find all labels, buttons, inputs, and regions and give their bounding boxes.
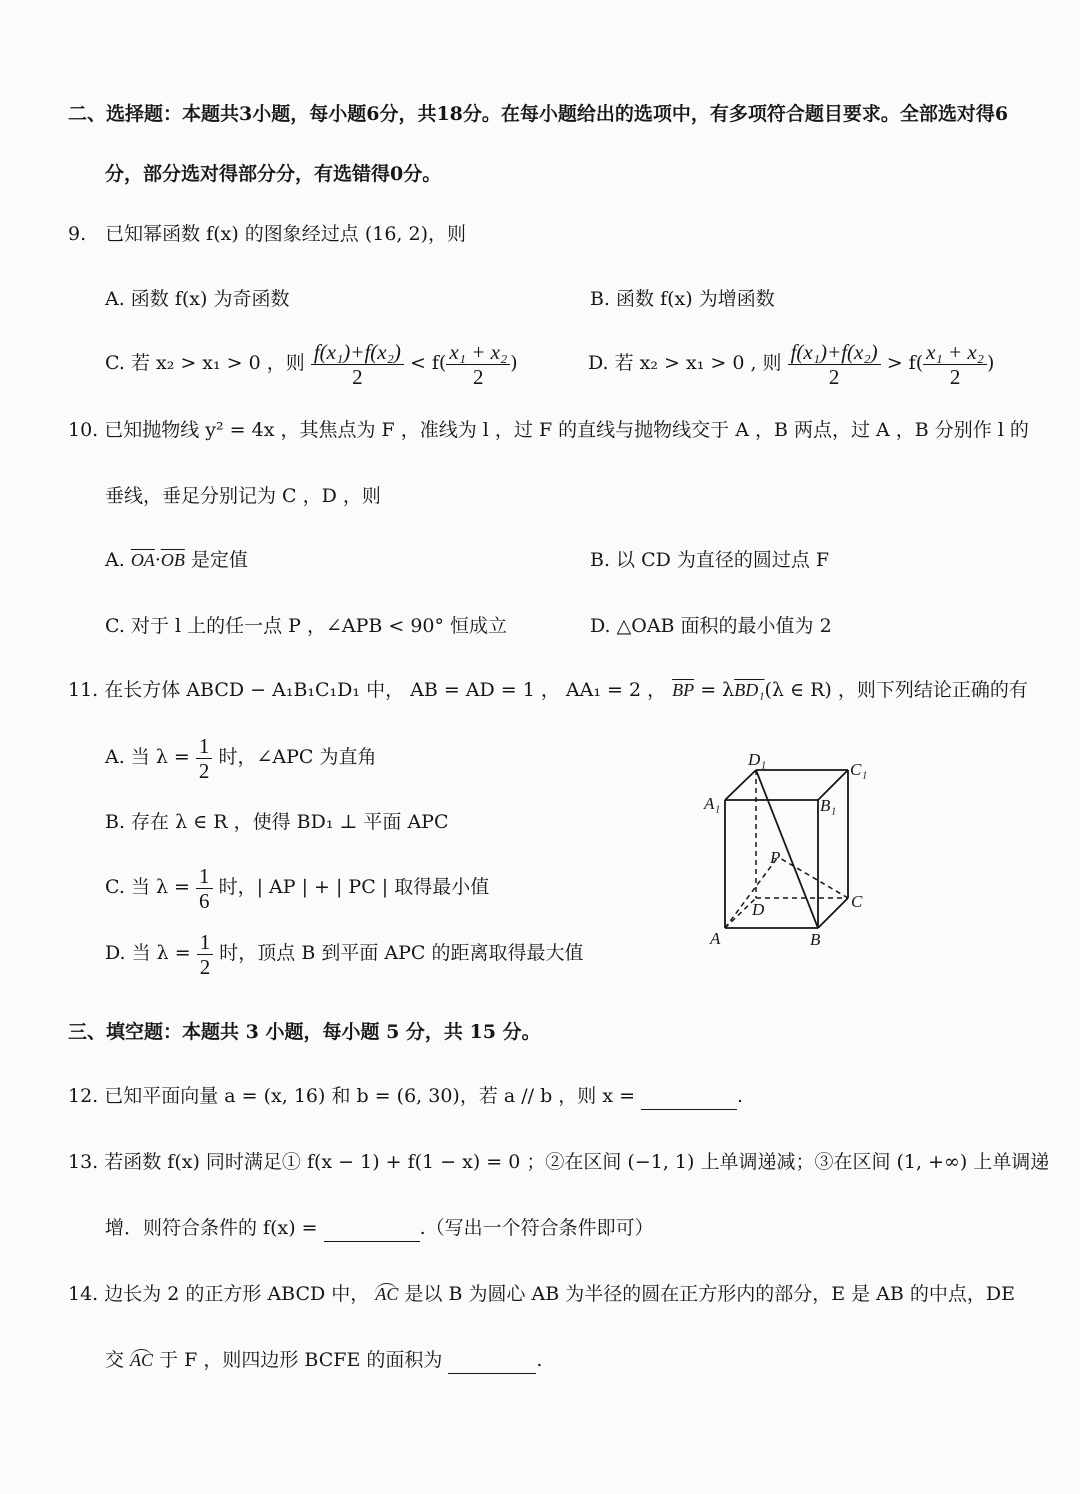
q12-pre: 12. 已知平面向量 a = (x, 16) 和 b = (6, 30)，若 a // b ，则 x = [68,1085,635,1107]
question-11-option-d [105,928,583,979]
q12-answer-blank[interactable] [641,1089,737,1110]
q11c-num: 1 [196,864,213,889]
question-14-line-2 [105,1346,542,1374]
label-c: C [851,892,863,911]
vector-ob: $\overline{OB}$ [160,550,185,570]
label-b: B [810,930,821,949]
q9c-fraction-1 [311,340,404,389]
q9d-end: ) [987,352,995,374]
label-b1: B₁ [820,796,837,815]
label-p: P [770,848,781,867]
q11d-num: 1 [197,930,214,955]
question-14-line-1 [68,1280,1015,1308]
q11-stem-eq: = λ [700,679,735,701]
section-2-title-cont: 分，部分选对得部分分，有选错得0分。 [105,163,442,185]
q9c-num-2: x₁ + x₂ [446,340,510,365]
q9d-num-1: f(x₁)+f(x₂) [788,340,881,365]
q11d-den: 2 [199,954,211,979]
section-3-title: 三、填空题：本题共 3 小题，每小题 5 分，共 15 分。 [68,1021,541,1043]
q14-answer-blank[interactable] [448,1353,536,1374]
question-11-option-a [105,732,376,783]
arc-ac-2: AC [130,1350,154,1370]
q9d-den-1: 2 [828,364,840,389]
q11c-fraction [196,864,213,913]
q11a-post: 时，∠APC 为直角 [218,746,377,768]
question-10-stem-cont: 垂线，垂足分别记为 C ，D ，则 [105,485,381,507]
q11d-pre: D. 当 λ = [105,942,191,964]
question-9-option-b: B. 函数 f(x) 为增函数 [590,288,775,310]
q13-pre: 增．则符合条件的 f(x) = [105,1217,318,1239]
q11a-den: 2 [198,758,210,783]
vector-bd1: BD₁ [734,680,765,700]
q10a-text: 是定值 [190,549,248,571]
q9d-mid: > f( [886,352,924,374]
question-11-option-b: B. 存在 λ ∈ R ，使得 BD₁ ⊥ 平面 APC [105,811,449,833]
q10a-label: A. [105,549,125,571]
q14-l2-post: . [536,1349,543,1371]
question-9-stem: 9. 已知幂函数 f(x) 的图象经过点 (16, 2)，则 [68,223,466,245]
question-13-line-2 [105,1214,654,1242]
q9c-prefix: C. 若 x₂ > x₁ > 0 ，则 [105,352,305,374]
label-a1: A₁ [704,794,721,813]
label-a: A [710,929,721,948]
label-c1: C₁ [850,760,868,779]
question-10-stem: 10. 已知抛物线 y² = 4x ，其焦点为 F ，准线为 l ，过 F 的直线与抛物线交于 A ，B 两点，过 A ，B 分别作 l 的 [68,419,1029,441]
q11c-pre: C. 当 λ = [105,876,190,898]
q14-pre: 14. 边长为 2 的正方形 ABCD 中， [68,1283,370,1305]
q11-stem-post: (λ ∈ R) ，则下列结论正确的有 [764,679,1028,701]
q11d-fraction [197,930,214,979]
q14-post: 是以 B 为圆心 AB 为半径的圆在正方形内的部分，E 是 AB 的中点，DE [404,1283,1016,1305]
arc-ac: AC [375,1284,399,1304]
q9c-den-1: 2 [352,364,363,389]
question-9-option-a: A. 函数 f(x) 为奇函数 [105,288,290,310]
q14-l2-mid: 于 F ，则四边形 BCFE 的面积为 [159,1349,443,1371]
q9c-fraction-2 [446,340,510,389]
q11a-pre: A. 当 λ = [105,746,190,768]
question-10-option-c: C. 对于 l 上的任一点 P ，∠APB < 90° 恒成立 [105,615,508,637]
label-d: D [752,900,765,919]
question-11-stem [68,676,1028,704]
q9c-end: ) [510,352,518,374]
q14-l2-pre: 交 [105,1349,125,1371]
q9c-mid: < f( [409,352,447,374]
q11c-post: 时，| AP | + | PC | 取得最小值 [218,876,490,898]
vector-bp: $\overline{BP}$ [672,680,695,700]
q11-stem-pre: 11. 在长方体 ABCD − A₁B₁C₁D₁ 中， AB = AD = 1 ， AA₁ = 2 ， [68,679,667,701]
q11a-num: 1 [196,734,213,759]
q9d-den-2: 2 [949,364,961,389]
q13-answer-blank[interactable] [324,1221,420,1242]
question-11-option-c [105,862,489,913]
q11c-den: 6 [199,888,210,913]
q9d-num-2: x₁ + x₂ [923,340,987,365]
q12-post: . [737,1085,744,1107]
label-d1: D₁ [748,750,767,769]
q9d-fraction-2 [923,340,987,389]
question-13-line-1: 13. 若函数 f(x) 同时满足① f(x − 1) + f(1 − x) = 0 ；②在区间 (−1, 1) 上单调递减；③在区间 (1, +∞) 上单调递 [68,1151,1050,1173]
question-10-option-d: D. △OAB 面积的最小值为 2 [590,615,832,637]
vector-oa: $\overline{OA}$ [130,550,155,570]
question-12 [68,1082,743,1110]
section-2-title: 二、选择题：本题共3小题，每小题6分，共18分。在每小题给出的选项中，有多项符合题目要求。全部选对得6 [68,103,1009,125]
q9c-den-2: 2 [473,364,484,389]
question-9-option-c [105,338,518,389]
question-10-option-b: B. 以 CD 为直径的圆过点 F [590,549,830,571]
q9d-fraction-1 [788,340,881,389]
q10a-dot: · [154,549,161,571]
q13-post: .（写出一个符合条件即可） [419,1217,654,1239]
q9c-num-1: f(x₁)+f(x₂) [311,340,404,365]
question-10-option-a [105,546,248,574]
cuboid-figure [690,745,880,955]
q11d-post: 时，顶点 B 到平面 APC 的距离取得最大值 [219,942,584,964]
q9d-prefix: D. 若 x₂ > x₁ > 0 , 则 [588,352,782,374]
question-9-option-d [588,338,994,389]
q11a-fraction [196,734,213,783]
